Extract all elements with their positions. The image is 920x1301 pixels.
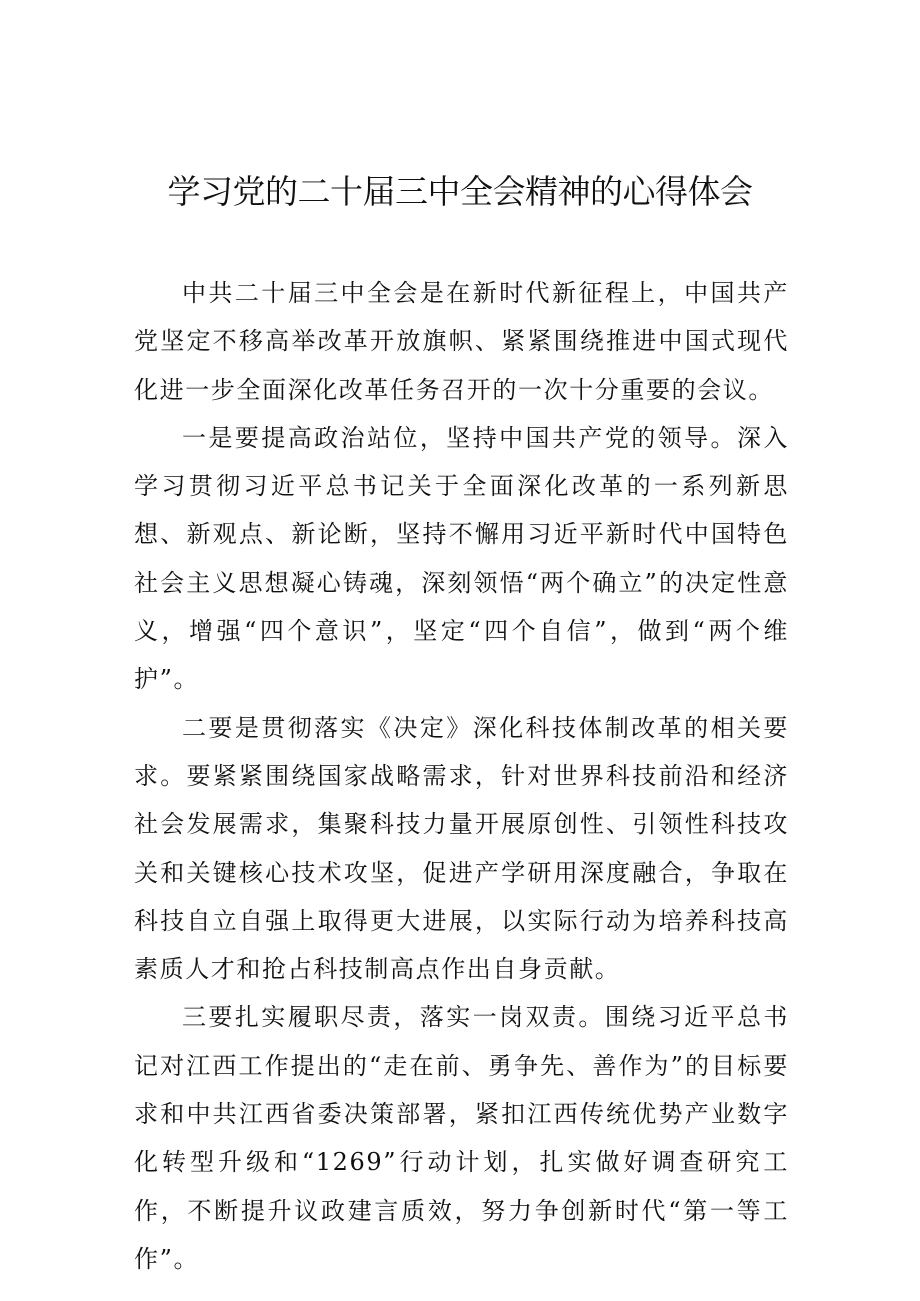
paragraph-point-three: 三要扎实履职尽责，落实一岗双责。围绕习近平总书记对江西工作提出的“走在前、勇争先、善作为”的目标要求和中共江西省委决策部署，紧扣江西传统优势产业数字化转型升级和“1269”行动计划，扎实做好调查研究工作，不断提升议政建言质效，努力争创新时代“第一等工作”。 <box>134 1003 789 1273</box>
paragraph-point-two: 二要是贯彻落实《决定》深化科技体制改革的相关要求。要紧紧围绕国家战略需求，针对世界科技前沿和经济社会发展需求，集聚科技力量开展原创性、引领性科技攻关和关键核心技术攻坚，促进产学研用深度融合，争取在科技自立自强上取得更大进展，以实际行动为培养科技高素质人才和抢占科技制高点作出自身贡献。 <box>134 713 789 984</box>
paragraph-intro: 中共二十届三中全会是在新时代新征程上，中国共产党坚定不移高举改革开放旗帜、紧紧围绕推进中国式现代化进一步全面深化改革任务召开的一次十分重要的会议。 <box>134 279 789 404</box>
document-body <box>134 269 789 1283</box>
document-title: 学习党的二十届三中全会精神的心得体会 <box>167 172 753 211</box>
paragraph-point-one: 一是要提高政治站位，坚持中国共产党的领导。深入学习贯彻习近平总书记关于全面深化改革的一系列新思想、新观点、新论断，坚持不懈用习近平新时代中国特色社会主义思想凝心铸魂，深刻领悟“两个确立”的决定性意义，增强“四个意识”，坚定“四个自信”，做到“两个维护”。 <box>134 423 789 694</box>
